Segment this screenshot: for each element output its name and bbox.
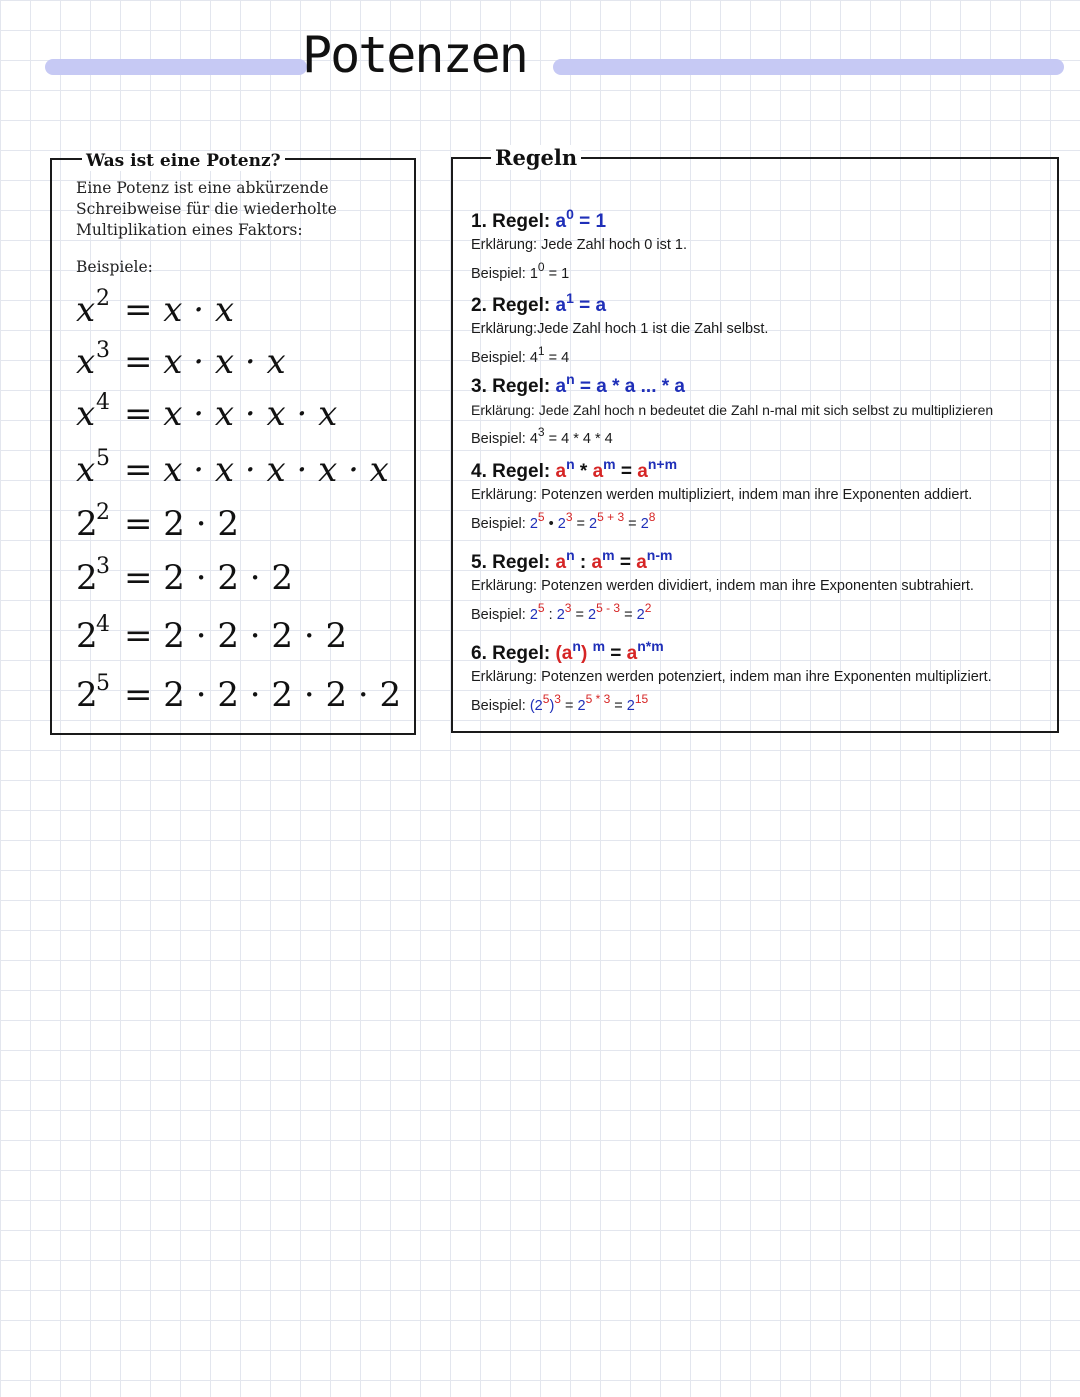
rule-1 [471, 203, 1061, 284]
formula-part: a [555, 211, 567, 232]
rule-example [471, 422, 1061, 449]
formula-part: = [614, 552, 637, 573]
rule-title [471, 287, 1061, 317]
rule-title [471, 368, 1061, 398]
equation-base: x [76, 342, 96, 382]
example-part: 4 [529, 350, 538, 366]
example-part: 2 [636, 607, 645, 623]
formula-part: a [591, 552, 603, 573]
formula-exponent: 1 [566, 290, 574, 306]
formula-part: a [555, 295, 567, 316]
equation-base: 2 [76, 616, 98, 656]
example-part: 2 [577, 698, 586, 714]
example-equation [76, 446, 389, 490]
example-part: = 1 [544, 266, 570, 282]
formula-exponent: n+m [647, 456, 678, 472]
rule-explanation: Erklärung: Potenzen werden dividiert, indem man ihre Exponenten subtrahiert. [471, 578, 974, 594]
equation-exponent: 5 [96, 671, 110, 696]
rules-heading: Regeln [491, 145, 581, 170]
rules-box [451, 145, 1059, 733]
formula-exponent: n-m [646, 547, 673, 563]
rule-title [471, 203, 1061, 233]
example-part: = [610, 698, 627, 714]
rule-label: 6. Regel: [471, 643, 551, 664]
definition-line: Eine Potenz ist eine abkürzende [76, 179, 329, 197]
equation-exponent: 5 [96, 446, 110, 471]
example-equation [76, 554, 294, 598]
formula-part: ) [580, 643, 593, 664]
rule-formula [555, 290, 607, 316]
rule-example [471, 507, 1061, 534]
example-label: Beispiel: [471, 350, 530, 366]
example-part: 2 [556, 607, 565, 623]
definition-text [76, 178, 406, 241]
example-equation [76, 500, 239, 544]
definition-heading: Was ist eine Potenz? [82, 151, 285, 171]
example-part: 4 [529, 431, 538, 447]
definition-line: Multiplikation eines Faktors: [76, 221, 303, 239]
example-part: = [572, 516, 590, 532]
rule-explanation: Erklärung: Jede Zahl hoch n bedeutet die Zahl n-mal mit sich selbst zu multiplizieren [471, 402, 994, 418]
formula-part: = a * a ... * a [574, 376, 685, 397]
example-label: Beispiel: [471, 516, 530, 532]
example-part: ) [549, 698, 555, 714]
example-exponent: 5 [542, 692, 550, 706]
formula-exponent: n [572, 638, 581, 654]
rule-formula [555, 371, 685, 397]
equation-base: 2 [76, 504, 98, 544]
equation-rhs: = x · x · x · x · x [124, 450, 389, 490]
equation-rhs: = 2 · 2 · 2 [124, 558, 294, 598]
example-part: : [544, 607, 557, 623]
example-part: 2 [529, 516, 538, 532]
equation-exponent: 2 [96, 286, 110, 311]
formula-part: = a [573, 295, 607, 316]
example-equation [76, 286, 235, 330]
example-part: = [624, 516, 641, 532]
page-title: Potenzen [302, 26, 527, 84]
rule-6 [471, 635, 1061, 716]
rule-title [471, 635, 1061, 665]
formula-exponent: 0 [566, 206, 574, 222]
definition-box [50, 151, 416, 735]
formula-exponent: n*m [637, 638, 664, 654]
example-exponent: 1 [537, 344, 545, 358]
rule-example [471, 598, 1061, 625]
example-part: 2 [557, 516, 566, 532]
example-exponent: 5 [537, 601, 545, 615]
example-exponent: 8 [648, 510, 656, 524]
equation-base: x [76, 450, 96, 490]
example-part: 2 [640, 516, 649, 532]
rule-example [471, 257, 1061, 284]
formula-part: (a [555, 643, 573, 664]
equation-rhs: = x · x [124, 290, 235, 330]
formula-exponent: n [566, 547, 575, 563]
equation-base: x [76, 290, 96, 330]
equation-rhs: = x · x · x [124, 342, 286, 382]
equation-exponent: 4 [96, 612, 110, 637]
equation-base: 2 [76, 558, 98, 598]
formula-part: a [637, 461, 648, 482]
example-part: 1 [529, 266, 538, 282]
formula-part: a [592, 461, 604, 482]
example-exponent: 5 [537, 510, 545, 524]
example-exponent: 5 + 3 [597, 510, 625, 524]
example-equation [76, 390, 338, 434]
example-part: 2 [588, 607, 597, 623]
example-part: = [620, 607, 637, 623]
example-part: 2 [626, 698, 635, 714]
rule-2 [471, 287, 1061, 368]
formula-exponent: m [603, 456, 616, 472]
equation-exponent: 3 [96, 554, 110, 579]
equation-rhs: = x · x · x · x [124, 394, 338, 434]
formula-exponent: m [602, 547, 615, 563]
example-exponent: 3 [565, 510, 573, 524]
example-exponent: 3 [554, 692, 561, 706]
example-exponent: 5 - 3 [596, 601, 621, 615]
equation-base: x [76, 394, 96, 434]
rule-title [471, 453, 1061, 483]
equation-exponent: 3 [96, 338, 110, 363]
rule-formula [555, 547, 673, 573]
formula-part: a [555, 552, 567, 573]
rule-label: 3. Regel: [471, 376, 551, 397]
example-exponent: 3 [537, 425, 545, 439]
rule-label: 1. Regel: [471, 211, 551, 232]
equation-exponent: 2 [96, 500, 110, 525]
definition-line: Schreibweise für die wiederholte [76, 200, 337, 218]
example-equation [76, 612, 348, 656]
example-part: 2 [589, 516, 598, 532]
example-part: = 4 [544, 350, 570, 366]
rule-example [471, 689, 1061, 716]
formula-part: = 1 [573, 211, 607, 232]
formula-exponent: n [566, 371, 575, 387]
formula-part: a [555, 461, 567, 482]
example-equation [76, 338, 286, 382]
formula-part: = [615, 461, 638, 482]
rule-label: 4. Regel: [471, 461, 551, 482]
equation-rhs: = 2 · 2 · 2 · 2 [124, 616, 348, 656]
example-part: (2 [529, 698, 543, 714]
example-exponent: 2 [644, 601, 652, 615]
example-exponent: 5 * 3 [585, 692, 611, 706]
example-exponent: 3 [564, 601, 572, 615]
examples-label: Beispiele: [76, 258, 153, 276]
formula-part: a [555, 376, 567, 397]
equation-base: 2 [76, 675, 98, 715]
equation-rhs: = 2 · 2 · 2 · 2 · 2 [124, 675, 402, 715]
formula-part: a [636, 552, 647, 573]
title-underline-right [553, 59, 1064, 75]
example-exponent: 0 [537, 260, 545, 274]
example-equation [76, 671, 402, 715]
equation-rhs: = 2 · 2 [124, 504, 239, 544]
rule-5 [471, 544, 1061, 625]
example-part: 2 [529, 607, 538, 623]
formula-exponent: m [592, 638, 606, 654]
formula-part: = [605, 643, 627, 664]
rule-formula [555, 456, 678, 482]
example-label: Beispiel: [471, 431, 530, 447]
formula-part: : [574, 552, 592, 573]
rule-label: 5. Regel: [471, 552, 551, 573]
rule-formula [555, 206, 607, 232]
rule-label: 2. Regel: [471, 295, 551, 316]
rule-example [471, 341, 1061, 368]
rule-explanation: Erklärung: Potenzen werden potenziert, indem man ihre Exponenten multipliziert. [471, 669, 992, 685]
equation-exponent: 4 [96, 390, 110, 415]
rule-explanation: Erklärung:Jede Zahl hoch 1 ist die Zahl selbst. [471, 321, 769, 337]
rule-formula [555, 638, 664, 664]
rule-explanation: Erklärung: Jede Zahl hoch 0 ist 1. [471, 237, 688, 253]
example-label: Beispiel: [471, 698, 530, 714]
example-part: = 4 * 4 * 4 [544, 431, 613, 447]
title-underline-left [45, 59, 307, 75]
rule-4 [471, 453, 1061, 534]
example-exponent: 15 [634, 692, 649, 706]
example-part: • [544, 516, 558, 532]
example-label: Beispiel: [471, 266, 530, 282]
example-label: Beispiel: [471, 607, 530, 623]
formula-exponent: n [566, 456, 575, 472]
formula-part: a [626, 643, 638, 664]
rule-title [471, 544, 1061, 574]
rule-explanation: Erklärung: Potenzen werden multipliziert, indem man ihre Exponenten addiert. [471, 487, 973, 503]
rule-3 [471, 368, 1061, 449]
formula-part: * [574, 461, 593, 482]
example-part: = [560, 698, 578, 714]
example-part: = [571, 607, 588, 623]
